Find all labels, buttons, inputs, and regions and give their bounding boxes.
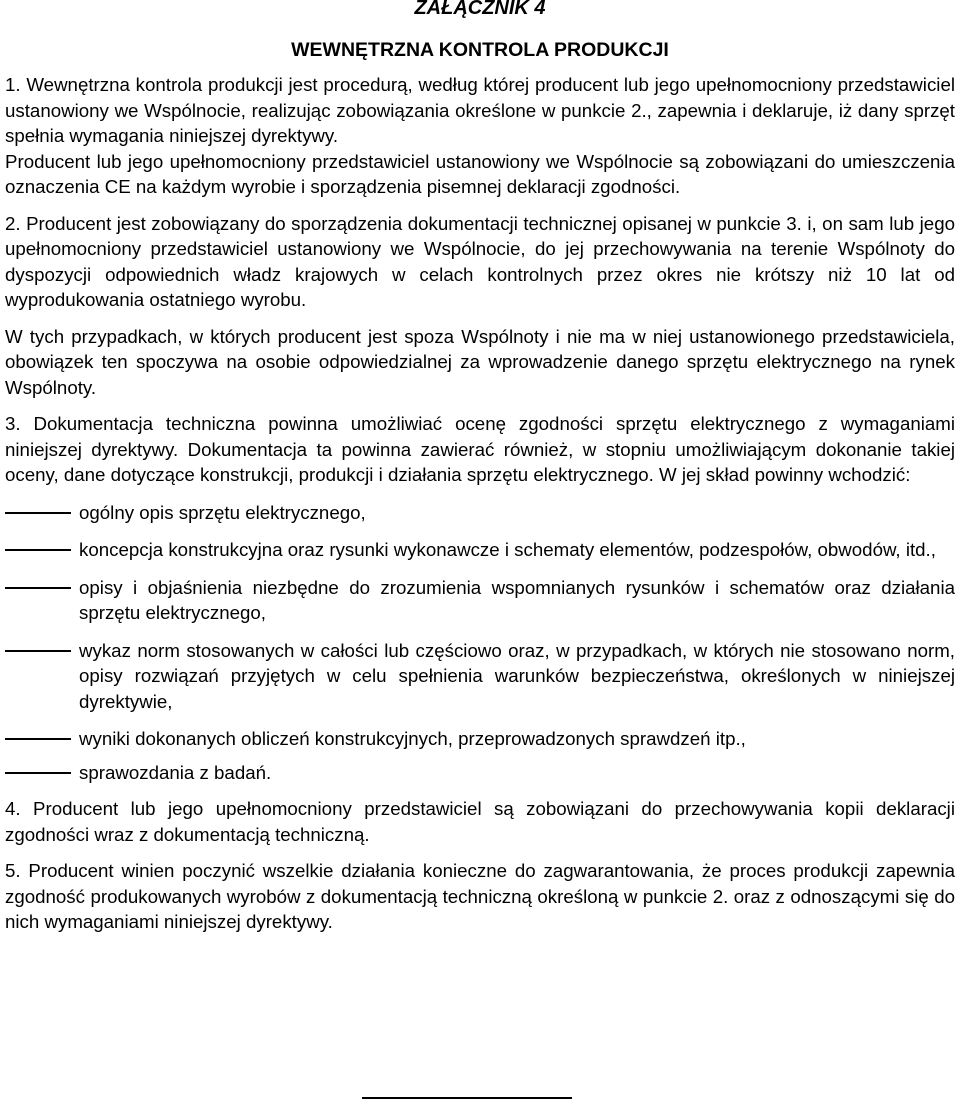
dash-bullet-icon <box>5 587 71 589</box>
paragraph-1: 1. Wewnętrzna kontrola produkcji jest procedurą, według której producent lub jego upełnomocniony przedstawiciel ustanowiony we Wspólnocie, realizując zobowiązania określone w punkcie 2., zapewnia i deklaruje, iż dany sprzęt spełnia wymagania niniejszej dyrektywy. <box>5 74 955 146</box>
paragraph-3: 3. Dokumentacja techniczna powinna umożliwiać ocenę zgodności sprzętu elektrycznego z wymaganiami niniejszej dyrektywy. Dokumentacja ta powinna zawierać również, w stopniu umożliwiającym dokonanie takiej oceny, dane dotyczące konstrukcji, produkcji i działania sprzętu elektrycznego. W jej skład powinny wchodzić: <box>5 413 955 485</box>
dash-bullet-icon <box>5 772 71 774</box>
list-item: koncepcja konstrukcyjna oraz rysunki wykonawcze i schematy elementów, podzespołów, obwodów, itd., <box>5 537 955 563</box>
dash-bullet-icon <box>5 650 71 652</box>
dash-bullet-icon <box>5 738 71 740</box>
annex-title: ZAŁĄCZNIK 4 <box>414 0 546 19</box>
document-title: WEWNĘTRZNA KONTROLA PRODUKCJI <box>291 39 669 61</box>
list-item: wykaz norm stosowanych w całości lub częściowo oraz, w przypadkach, w których nie stosowano norm, opisy rozwiązań przyjętych w celu spełnienia warunków bezpieczeństwa, określonych w niniejszej dyrektywie, <box>5 638 955 715</box>
paragraph-2-continued: W tych przypadkach, w których producent jest spoza Wspólnoty i nie ma w niej ustanowionego przedstawiciela, obowiązek ten spoczywa na osobie odpowiedzialnej za wprowadzenie danego sprzętu elektrycznego na rynek Wspólnoty. <box>5 325 955 398</box>
paragraph-5: 5. Producent winien poczynić wszelkie działania konieczne do zagwarantowania, że proces produkcji zapewnia zgodność produkowanych wyrobów z dokumentacją techniczną określoną w punkcie 2. oraz z odnoszącymi się do nich wymaganiami niniejszej dyrektywy. <box>5 860 955 932</box>
dash-bullet-icon <box>5 549 71 551</box>
list-item: wyniki dokonanych obliczeń konstrukcyjnych, przeprowadzonych sprawdzeń itp., <box>5 726 955 752</box>
paragraph-2: 2. Producent jest zobowiązany do sporządzenia dokumentacji technicznej opisanej w punkcie 3. i, on sam lub jego upełnomocniony przedstawiciel ustanowiony we Wspólnocie, do jej przechowywania na terenie Wspólnoty do dyspozycji odpowiednich władz krajowych w celach kontrolnych przez okres nie krótszy niż 10 lat od wyprodukowania ostatniego wyrobu. <box>5 212 955 310</box>
list-item: sprawozdania z badań. <box>5 760 955 786</box>
paragraph-4: 4. Producent lub jego upełnomocniony przedstawiciel są zobowiązani do przechowywania kopii deklaracji zgodności wraz z dokumentacją techniczną. <box>5 798 955 845</box>
list-item: ogólny opis sprzętu elektrycznego, <box>5 500 955 526</box>
footnote-separator <box>362 1097 572 1099</box>
list-item: opisy i objaśnienia niezbędne do zrozumienia wspomnianych rysunków i schematów oraz działania sprzętu elektrycznego, <box>5 575 955 626</box>
documentation-list <box>5 500 955 786</box>
document-body <box>5 72 955 935</box>
dash-bullet-icon <box>5 512 71 514</box>
paragraph-1-continued: Producent lub jego upełnomocniony przedstawiciel ustanowiony we Wspólnocie są zobowiązani do umieszczenia oznaczenia CE na każdym wyrobie i sporządzenia pisemnej deklaracji zgodności. <box>5 150 955 197</box>
